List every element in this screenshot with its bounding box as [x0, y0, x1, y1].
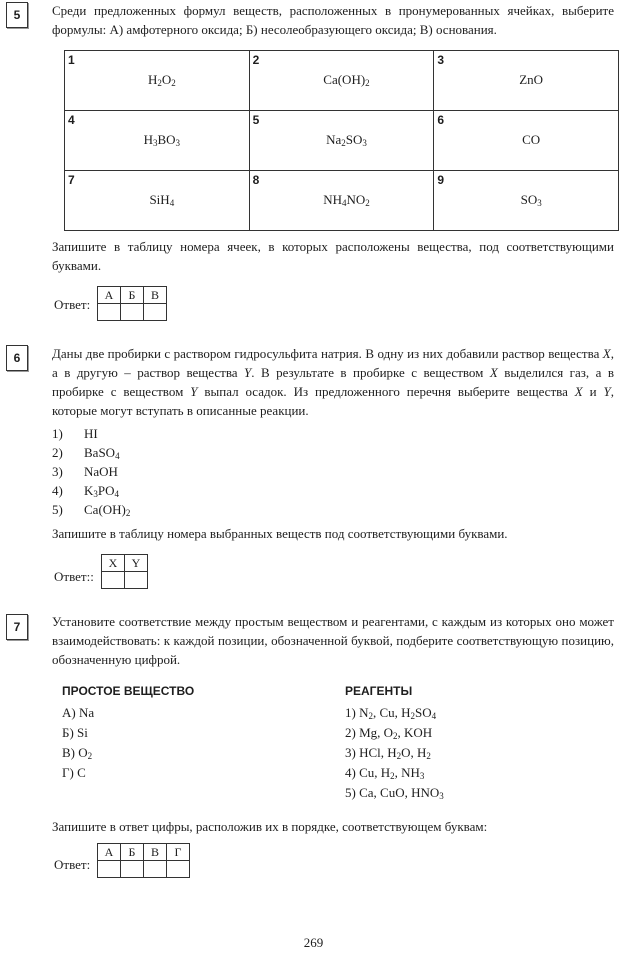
- task-5-instruction: Запишите в таблицу номера ячеек, в которых расположены вещества, под соответствующими буквами.: [52, 239, 614, 273]
- answer-label-5: Ответ:: [54, 297, 91, 312]
- reagent-item: 5) Ca, CuO, $HNO_3$: [345, 785, 444, 801]
- option-item: 2) BaSO$_4$: [52, 445, 120, 461]
- answer-header: В: [144, 287, 167, 304]
- answer-table-6: [101, 554, 148, 589]
- grid-cell: 3 ZnO: [434, 51, 619, 111]
- answer-cell[interactable]: [98, 304, 121, 321]
- grid-cell: 7 SiH$_4$: [65, 171, 250, 231]
- answer-cell[interactable]: [121, 304, 144, 321]
- formula-grid: [64, 50, 619, 231]
- option-item: 5) $Ca(OH)_2$: [52, 502, 131, 518]
- task-6-text: Даны две пробирки с раствором гидросульфита натрия. В одну из них добавили раствор вещества X, а в другую – раствор вещества Y. В результате в пробирке с веществом X выделился газ, а в пробирке с веществом Y выпал осадок. Из предложенного перечня выберите вещества X и Y, которые могут вступать в описанные реакции.: [52, 346, 614, 418]
- answer-header: X: [102, 555, 125, 572]
- task-5-text: Среди предложенных формул веществ, расположенных в пронумерованных ячейках, выберите формулы: А) амфотерного оксида; Б) несолеобразующего оксида; В) основания.: [52, 3, 614, 37]
- task-number-5: 5: [6, 2, 28, 28]
- answer-header: Б: [121, 287, 144, 304]
- option-item: 1) HI: [52, 426, 98, 441]
- answer-label-7: Ответ:: [54, 857, 91, 872]
- substance-item: А) Na: [62, 705, 95, 720]
- answer-cell[interactable]: [144, 861, 167, 878]
- answer-table-5: [97, 286, 167, 321]
- grid-cell: 4 $H_3BO_3$: [65, 111, 250, 171]
- task-6-options: [52, 425, 130, 520]
- answer-header: Y: [125, 555, 148, 572]
- grid-cell: 5 $Na_2SO_3$: [249, 111, 434, 171]
- grid-cell: 8 $NH_4NO_2$: [249, 171, 434, 231]
- task-7-text: Установите соответствие между простым веществом и реагентами, с каждым из которых оно может взаимодействовать: к каждой позиции, обозначенной буквой, подберите соответствующую позицию, обозначенную цифрой.: [52, 614, 614, 667]
- simple-substance-list: [62, 704, 94, 784]
- substance-item: Г) C: [62, 765, 86, 780]
- grid-cell: 1 $H_2O_2$: [65, 51, 250, 111]
- answer-cell[interactable]: [144, 304, 167, 321]
- reagent-item: 2) Mg, $O_2$, KOH: [345, 725, 433, 741]
- option-item: 4) $K_3PO_4$: [52, 483, 120, 499]
- right-column-header: РЕАГЕНТЫ: [345, 684, 413, 698]
- answer-cell[interactable]: [102, 572, 125, 589]
- substance-item: В) $O_2$: [62, 745, 93, 761]
- grid-cell: 9 $SO_3$: [434, 171, 619, 231]
- task-number-7: 7: [6, 614, 28, 640]
- reagent-item: 3) HCl, $H_2O$, $H_2$: [345, 745, 431, 761]
- grid-cell: 2 $Ca(OH)_2$: [249, 51, 434, 111]
- answer-label-6: Ответ::: [54, 569, 94, 584]
- task-number-6: 6: [6, 345, 28, 371]
- page-number: 269: [303, 935, 324, 950]
- answer-cell[interactable]: [167, 861, 190, 878]
- answer-table-7: [97, 843, 190, 878]
- reagent-item: 1) $N_2$, Cu, $H_2SO_4$: [345, 705, 437, 721]
- answer-cell[interactable]: [98, 861, 121, 878]
- reagent-list: [345, 704, 444, 804]
- substance-item: Б) Si: [62, 725, 88, 740]
- answer-header: Г: [167, 844, 190, 861]
- option-item: 3) NaOH: [52, 464, 118, 479]
- grid-cell: 6 CO: [434, 111, 619, 171]
- answer-header: Б: [121, 844, 144, 861]
- reagent-item: 4) Cu, $H_2$, $NH_3$: [345, 765, 425, 781]
- answer-header: В: [144, 844, 167, 861]
- answer-cell[interactable]: [121, 861, 144, 878]
- answer-header: А: [98, 287, 121, 304]
- task-7-instruction: Запишите в ответ цифры, расположив их в порядке, соответствующем буквам:: [52, 819, 488, 834]
- task-6-instruction: Запишите в таблицу номера выбранных веществ под соответствующими буквами.: [52, 526, 508, 541]
- answer-header: А: [98, 844, 121, 861]
- left-column-header: ПРОСТОЕ ВЕЩЕСТВО: [62, 684, 195, 698]
- answer-cell[interactable]: [125, 572, 148, 589]
